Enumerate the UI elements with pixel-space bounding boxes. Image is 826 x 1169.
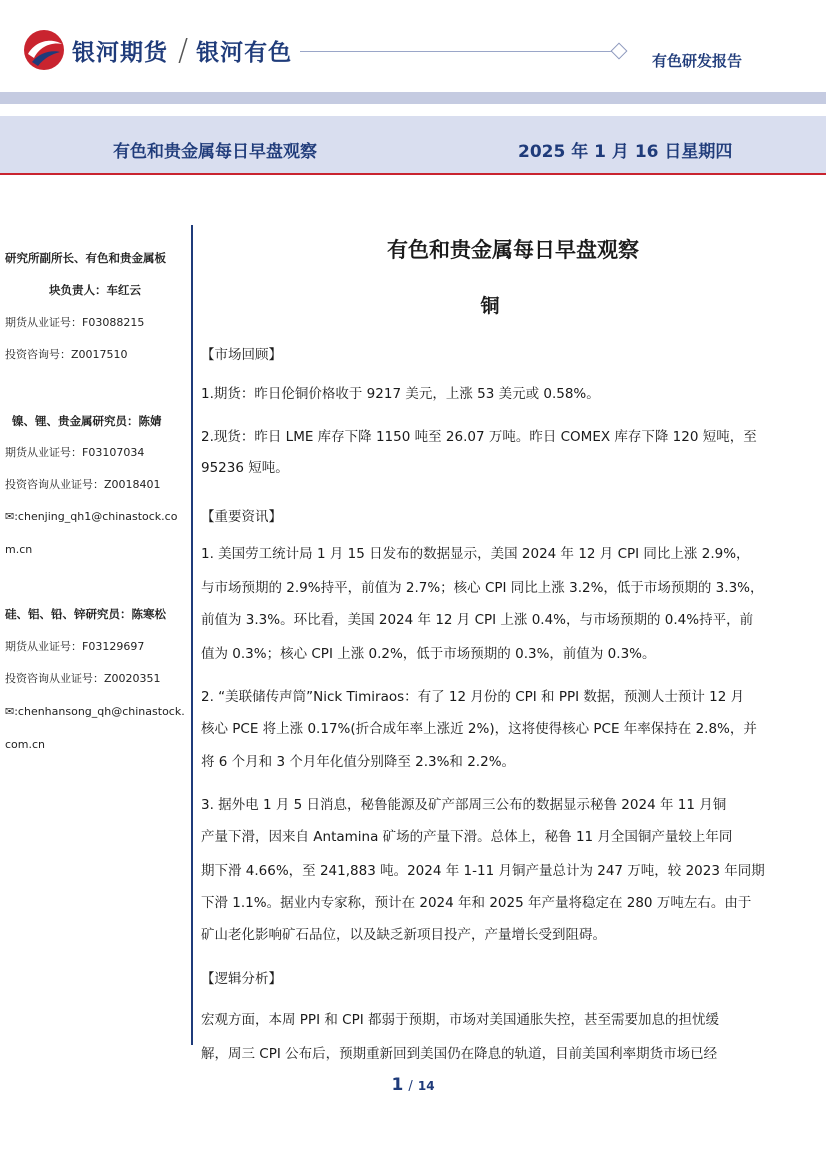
paragraph-line: 值为 0.3%；核心 CPI 上涨 0.2%，低于市场预期的 0.3%，前值为 0.3%。 <box>201 646 656 662</box>
sub-brand-name: 银河有色 <box>196 39 293 66</box>
section-heading-market: 【市场回顾】 <box>201 347 282 363</box>
paragraph-line: 2.现货：昨日 LME 库存下降 1150 吨至 26.07 万吨。昨日 COMEX 库存下降 120 短吨，至 <box>201 429 757 445</box>
paragraph-line: 1.期货：昨日伦铜价格收于 9217 美元，上涨 53 美元或 0.58%。 <box>201 386 600 402</box>
paragraph-line: 2. “美联储传声筒”Nick Timiraos：有了 12 月份的 CPI 和 PPI 数据，预测人士预计 12 月 <box>201 689 745 705</box>
galaxy-logo-icon <box>22 28 66 72</box>
section-heading-news: 【重要资讯】 <box>201 509 282 525</box>
page-number <box>0 1075 826 1095</box>
paragraph-line: 与市场预期的 2.9%持平，前值为 2.7%；核心 CPI 同比上涨 3.2%，低于市场预期的 3.3%， <box>201 580 764 596</box>
paragraph-line: 前值为 3.3%。环比看，美国 2024 年 12 月 CPI 上涨 0.4%，与市场预期的 0.4%持平，前 <box>201 612 754 628</box>
brand-divider: / <box>178 32 189 68</box>
page-separator: / <box>408 1079 413 1094</box>
paragraph-line: 产量下滑，因来自 Antamina 矿场的产量下滑。总体上，秘鲁 11 月全国铜产量较上年同 <box>201 829 733 845</box>
researcher-email[interactable]: ✉:chenhansong_qh@chinastock. <box>5 705 185 718</box>
paragraph-line: 1. 美国劳工统计局 1 月 15 日发布的数据显示，美国 2024 年 12 月 CPI 同比上涨 2.9%， <box>201 546 750 562</box>
researcher-email-cont[interactable]: m.cn <box>5 543 33 556</box>
researcher-license: 期货从业证号：F03107034 <box>5 446 145 459</box>
page-title: 有色和贵金属每日早盘观察 <box>387 238 639 262</box>
current-page: 1 <box>391 1075 404 1095</box>
researcher-consult-no: 投资咨询从业证号：Z0018401 <box>5 478 161 491</box>
diamond-ornament-icon <box>611 43 628 60</box>
paragraph-line: 宏观方面，本周 PPI 和 CPI 都弱于预期，市场对美国通胀失控，甚至需要加息的担忧缓 <box>201 1012 719 1028</box>
researcher-email-cont[interactable]: com.cn <box>5 738 46 751</box>
researcher-consult-no: 投资咨询从业证号：Z0020351 <box>5 672 161 685</box>
paragraph-line: 解，周三 CPI 公布后，预期重新回到美国仍在降息的轨道，目前美国利率期货市场已经 <box>201 1046 718 1062</box>
paragraph-line: 期下滑 4.66%，至 241,883 吨。2024 年 1-11 月铜产量总计为 247 万吨，较 2023 年同期 <box>201 863 765 879</box>
analyst-license: 期货从业证号：F03088215 <box>5 316 145 329</box>
paragraph-line: 95236 短吨。 <box>201 460 289 476</box>
report-type: 有色研发报告 <box>652 52 743 70</box>
paragraph-line: 核心 PCE 将上涨 0.17%(折合成年率上涨近 2%)，这将使得核心 PCE 年率保持在 2.8%，并 <box>201 721 757 737</box>
sidebar-divider <box>191 225 193 1045</box>
brand-name: 银河期货 <box>72 39 168 66</box>
researcher-license: 期货从业证号：F03129697 <box>5 640 145 653</box>
analyst-name: 块负责人：车红云 <box>49 283 141 297</box>
report-date: 2025 年 1 月 16 日星期四 <box>518 142 733 162</box>
paragraph-line: 矿山老化影响矿石品位，以及缺乏新项目投产，产量增长受到阻碍。 <box>201 927 606 943</box>
researcher-name: 硅、铝、铅、锌研究员：陈寒松 <box>5 607 166 621</box>
total-pages: 14 <box>417 1079 435 1093</box>
analyst-title: 研究所副所长、有色和贵金属板 <box>5 251 166 265</box>
paragraph-line: 将 6 个月和 3 个月年化值分别降至 2.3%和 2.2%。 <box>201 754 516 770</box>
analyst-consult-no: 投资咨询号：Z0017510 <box>5 348 128 361</box>
section-title: 铜 <box>480 295 500 317</box>
researcher-email[interactable]: ✉:chenjing_qh1@chinastock.co <box>5 510 178 523</box>
header-band-rule <box>0 173 826 175</box>
section-heading-logic: 【逻辑分析】 <box>201 971 282 987</box>
company-logo <box>22 26 322 74</box>
report-title: 有色和贵金属每日早盘观察 <box>113 142 317 162</box>
paragraph-line: 下滑 1.1%。据业内专家称，预计在 2024 年和 2025 年产量将稳定在 280 万吨左右。由于 <box>201 895 752 911</box>
header-rule <box>300 51 618 52</box>
header-band-top <box>0 92 826 104</box>
researcher-name: 镍、锂、贵金属研究员：陈婧 <box>12 414 162 428</box>
paragraph-line: 3. 据外电 1 月 5 日消息，秘鲁能源及矿产部周三公布的数据显示秘鲁 2024 年 11 月铜 <box>201 797 727 813</box>
